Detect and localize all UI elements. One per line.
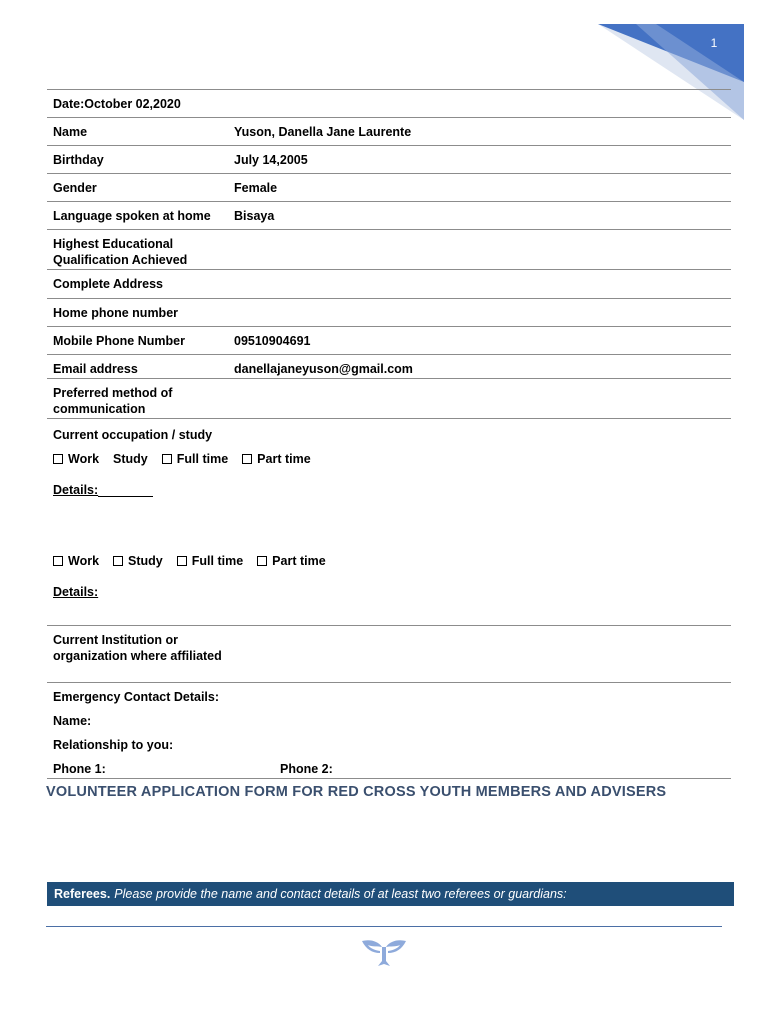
form-row-home-phone xyxy=(47,298,731,326)
checkbox-label: Full time xyxy=(176,452,229,466)
details-label-2: Details: xyxy=(53,585,99,599)
option-study-1[interactable] xyxy=(113,452,148,466)
checkbox-work-2[interactable] xyxy=(53,554,99,568)
email-value[interactable]: danellajaneyuson@gmail.com xyxy=(234,362,413,376)
checkbox-icon[interactable] xyxy=(53,556,63,566)
birthday-value[interactable]: July 14,2005 xyxy=(234,152,308,167)
checkbox-full-time-2[interactable] xyxy=(177,554,243,568)
form-bottom-rule xyxy=(47,778,731,779)
checkbox-label: Work xyxy=(68,452,100,466)
emergency-name-label: Name: xyxy=(53,714,92,728)
emergency-section xyxy=(47,682,731,778)
phone2-label: Phone 2: xyxy=(280,762,333,776)
referees-instructions: Please provide the name and contact details of at least two referees or guardians: xyxy=(114,887,567,901)
birthday-label: Birthday xyxy=(53,152,104,167)
page-number: 1 xyxy=(710,36,718,50)
referees-label: Referees. xyxy=(54,887,111,901)
communication-label: Preferred method of communication xyxy=(53,386,173,416)
checkbox-icon[interactable] xyxy=(113,556,123,566)
details-label-1: Details: xyxy=(53,483,99,497)
form-row-mobile-phone xyxy=(47,326,731,354)
date-field: Date:October 02,2020 xyxy=(53,96,181,111)
form-row-birthday xyxy=(47,145,731,173)
checkbox-part-time-2[interactable] xyxy=(257,554,326,568)
mobile-phone-value[interactable]: 09510904691 xyxy=(234,333,311,348)
gender-label: Gender xyxy=(53,180,97,195)
checkbox-icon[interactable] xyxy=(162,454,172,464)
details-line-2 xyxy=(53,580,725,604)
occupation-section xyxy=(47,418,731,625)
language-label: Language spoken at home xyxy=(53,208,211,223)
home-phone-label: Home phone number xyxy=(53,305,179,320)
emergency-relationship-label: Relationship to you: xyxy=(53,738,174,752)
emergency-heading: Emergency Contact Details: xyxy=(53,690,220,704)
details-blank-1[interactable] xyxy=(98,484,153,497)
form-row-language xyxy=(47,201,731,229)
date-row xyxy=(47,89,731,117)
form-row-email xyxy=(47,354,731,378)
language-value[interactable]: Bisaya xyxy=(234,208,275,223)
option-label: Study xyxy=(113,452,148,466)
checkbox-label: Part time xyxy=(272,554,326,568)
checkbox-label: Work xyxy=(68,554,100,568)
form-row-communication xyxy=(47,378,731,418)
checkbox-work-1[interactable] xyxy=(53,452,99,466)
phone1-label: Phone 1: xyxy=(53,762,106,776)
referees-banner xyxy=(47,882,734,906)
ornament-stem xyxy=(378,947,390,966)
institution-label: Current Institution or organization where affiliated xyxy=(53,633,222,663)
checkbox-label: Study xyxy=(128,554,163,568)
form-row-address xyxy=(47,269,731,298)
form-row-gender xyxy=(47,173,731,201)
checkbox-study-2[interactable] xyxy=(113,554,163,568)
checkbox-full-time-1[interactable] xyxy=(162,452,228,466)
occupation-options-2 xyxy=(53,549,725,573)
checkbox-icon[interactable] xyxy=(257,556,267,566)
occupation-heading: Current occupation / study xyxy=(53,428,213,442)
email-label: Email address xyxy=(53,362,138,376)
ornament-left-wing xyxy=(362,940,382,953)
checkbox-label: Full time xyxy=(191,554,244,568)
checkbox-part-time-1[interactable] xyxy=(242,452,311,466)
details-line-1 xyxy=(53,478,725,502)
address-label: Complete Address xyxy=(53,277,163,291)
form-row-name xyxy=(47,117,731,145)
education-label: Highest Educational Qualification Achieved xyxy=(53,237,188,267)
gender-value[interactable]: Female xyxy=(234,180,278,195)
footer-divider xyxy=(46,926,722,927)
checkbox-icon[interactable] xyxy=(53,454,63,464)
footer-ornament-icon xyxy=(360,935,408,969)
form-row-institution xyxy=(47,625,731,682)
checkbox-label: Part time xyxy=(257,452,311,466)
application-form xyxy=(47,89,731,779)
mobile-phone-label: Mobile Phone Number xyxy=(53,333,185,348)
checkbox-icon[interactable] xyxy=(177,556,187,566)
form-title: VOLUNTEER APPLICATION FORM FOR RED CROSS YOUTH MEMBERS AND ADVISERS xyxy=(46,784,667,800)
ornament-right-wing xyxy=(386,940,406,953)
name-label: Name xyxy=(53,124,88,139)
name-value[interactable]: Yuson, Danella Jane Laurente xyxy=(234,124,412,139)
checkbox-icon[interactable] xyxy=(242,454,252,464)
occupation-options-1 xyxy=(53,447,725,471)
form-row-education xyxy=(47,229,731,269)
